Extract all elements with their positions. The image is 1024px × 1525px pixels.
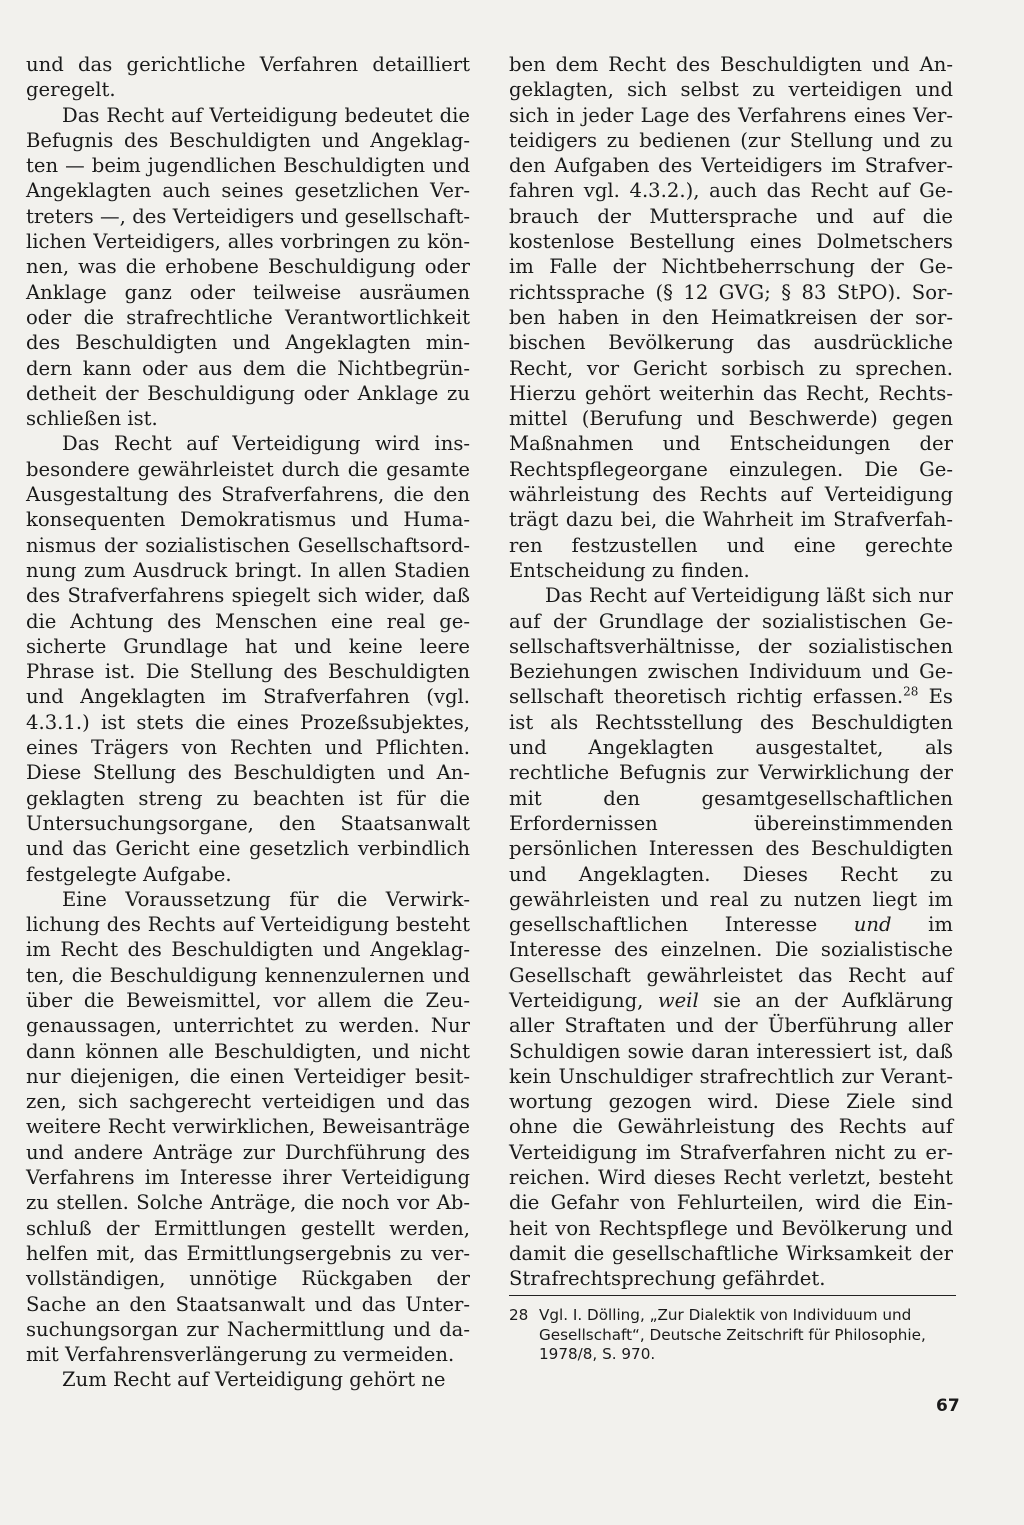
emphasis: und	[853, 913, 892, 937]
page-number: 67	[936, 1396, 960, 1416]
left-column	[26, 52, 470, 1393]
emphasis: weil	[657, 988, 699, 1012]
paragraph	[509, 583, 953, 1291]
paragraph: Eine Voraussetzung für die Verwirklichung des Rechts auf Verteidigung besteht im Recht des Beschuldigten und Angeklagten, die Beschuldigung kennenzulernen und über die Beweismittel, vor allem die Zeugenaussagen, unterrichtet zu werden. Nur dann können alle Beschuldigten, und nicht nur diejenigen, die einen Verteidiger besitzen, sich sachgerecht verteidigen und das weitere Recht verwirklichen, Beweisanträge und andere Anträge zur Durchführung des Verfahrens im Interesse ihrer Verteidigung zu stellen. Solche Anträge, die noch vor Abschluß der Ermittlungen gestellt werden, helfen mit, das Ermittlungsergebnis zu vervollständigen, unnötige Rückgaben der Sache an den Staatsanwalt und das Untersuchungsorgan zur Nachermittlung und damit Verfahrensverlängerung zu vermeiden.	[26, 887, 470, 1367]
footnote-divider	[509, 1295, 956, 1296]
footnote-text: Vgl. I. Dölling, „Zur Dialektik von Individuum und Gesellschaft“, Deutsche Zeitschrift für Philosophie, 1978/8, S. 970.	[539, 1306, 926, 1363]
paragraph: Das Recht auf Verteidigung wird insbesondere gewährleistet durch die gesamte Ausgestaltung des Strafverfahrens, die den konsequenten Demokratismus und Humanismus der sozialistischen Gesellschaftsordnung zum Ausdruck bringt. In allen Stadien des Strafverfahrens spiegelt sich wider, daß die Achtung des Menschen eine real gesicherte Grundlage hat und keine leere Phrase ist. Die Stellung des Beschuldigten und Angeklagten im Strafverfahren (vgl. 4.3.1.) ist stets die eines Prozeßsubjektes, eines Trägers von Rechten und Pflichten. Diese Stellung des Beschuldigten und Angeklagten streng zu beachten ist für die Untersuchungsorgane, den Staatsanwalt und das Gericht eine gesetzlich verbindlich festgelegte Aufgabe.	[26, 432, 470, 886]
right-column	[509, 52, 953, 1292]
text-run: im Interesse des einzelnen. Die sozialistische Gesellschaft gewährleistet das Recht auf Verteidigung,	[509, 913, 953, 1012]
text-run: sie an der Aufklärung aller Straftaten und der Überführung aller Schuldigen sowie daran interessiert ist, daß kein Unschuldiger strafrechtlich zur Verantwortung gezogen wird. Diese Ziele sind ohne die Gewährleistung des Rechts auf Verteidigung im Strafverfahren nicht zu erreichen. Wird dieses Recht verletzt, besteht die Gefahr von Fehlurteilen, wird die Einheit von Rechtspflege und Bevölkerung und damit die gesellschaftliche Wirksamkeit der Strafrechtsprechung gefährdet.	[509, 988, 953, 1291]
text-run: Das Recht auf Verteidigung läßt sich nur auf der Grundlage der sozialistischen Gesellschaftsverhältnisse, der sozialistischen Beziehungen zwischen Individuum und Gesellschaft theoretisch richtig erfassen.	[509, 584, 953, 709]
footnote-reference: 28	[903, 684, 919, 699]
footnote	[509, 1306, 961, 1365]
paragraph: Das Recht auf Verteidigung bedeutet die Befugnis des Beschuldigten und Angeklagten — beim jugendlichen Beschuldigten und Angeklagten auch seines gesetzlichen Vertreters —, des Verteidigers und gesellschaftlichen Verteidigers, alles vorbringen zu können, was die erhobene Beschuldigung oder Anklage ganz oder teilweise ausräumen oder die strafrechtliche Verantwortlichkeit des Beschuldigten und Angeklagten mindern kann oder aus dem die Nichtbegründetheit der Beschuldigung oder Anklage zu schließen ist.	[26, 103, 470, 431]
paragraph: und das gerichtliche Verfahren detailliert geregelt.	[26, 53, 470, 102]
paragraph: ben dem Recht des Beschuldigten und Angeklagten, sich selbst zu verteidigen und sich in jeder Lage des Verfahrens eines Verteidigers zu bedienen (zur Stellung und zu den Aufgaben des Verteidigers im Strafverfahren vgl. 4.3.2.), auch das Recht auf Gebrauch der Muttersprache und auf die kostenlose Bestellung eines Dolmetschers im Falle der Nichtbeherrschung der Gerichtssprache (§ 12 GVG; § 83 StPO). Sorben haben in den Heimatkreisen der sorbischen Bevölkerung das ausdrückliche Recht, vor Gericht sorbisch zu sprechen. Hierzu gehört weiterhin das Recht, Rechtsmittel (Berufung und Beschwerde) gegen Maßnahmen und Entscheidungen der Rechtspflegeorgane einzulegen. Die Gewährleistung des Rechts auf Verteidigung trägt dazu bei, die Wahrheit im Strafverfahren festzustellen und eine gerechte Entscheidung zu finden.	[509, 53, 953, 582]
paragraph: Zum Recht auf Verteidigung gehört ne	[62, 1368, 446, 1392]
footnote-number: 28	[509, 1306, 529, 1324]
text-run: Es ist als Rechtsstellung des Beschuldigten und Angeklagten ausgestaltet, als rechtliche Befugnis zur Verwirklichung der mit den gesamtgesellschaftlichen Erfordernissen übereinstimmenden persönlichen Interessen des Beschuldigten und Angeklagten. Dieses Recht zu gewährleisten und real zu nutzen liegt im gesellschaftlichen Interesse	[509, 685, 953, 937]
